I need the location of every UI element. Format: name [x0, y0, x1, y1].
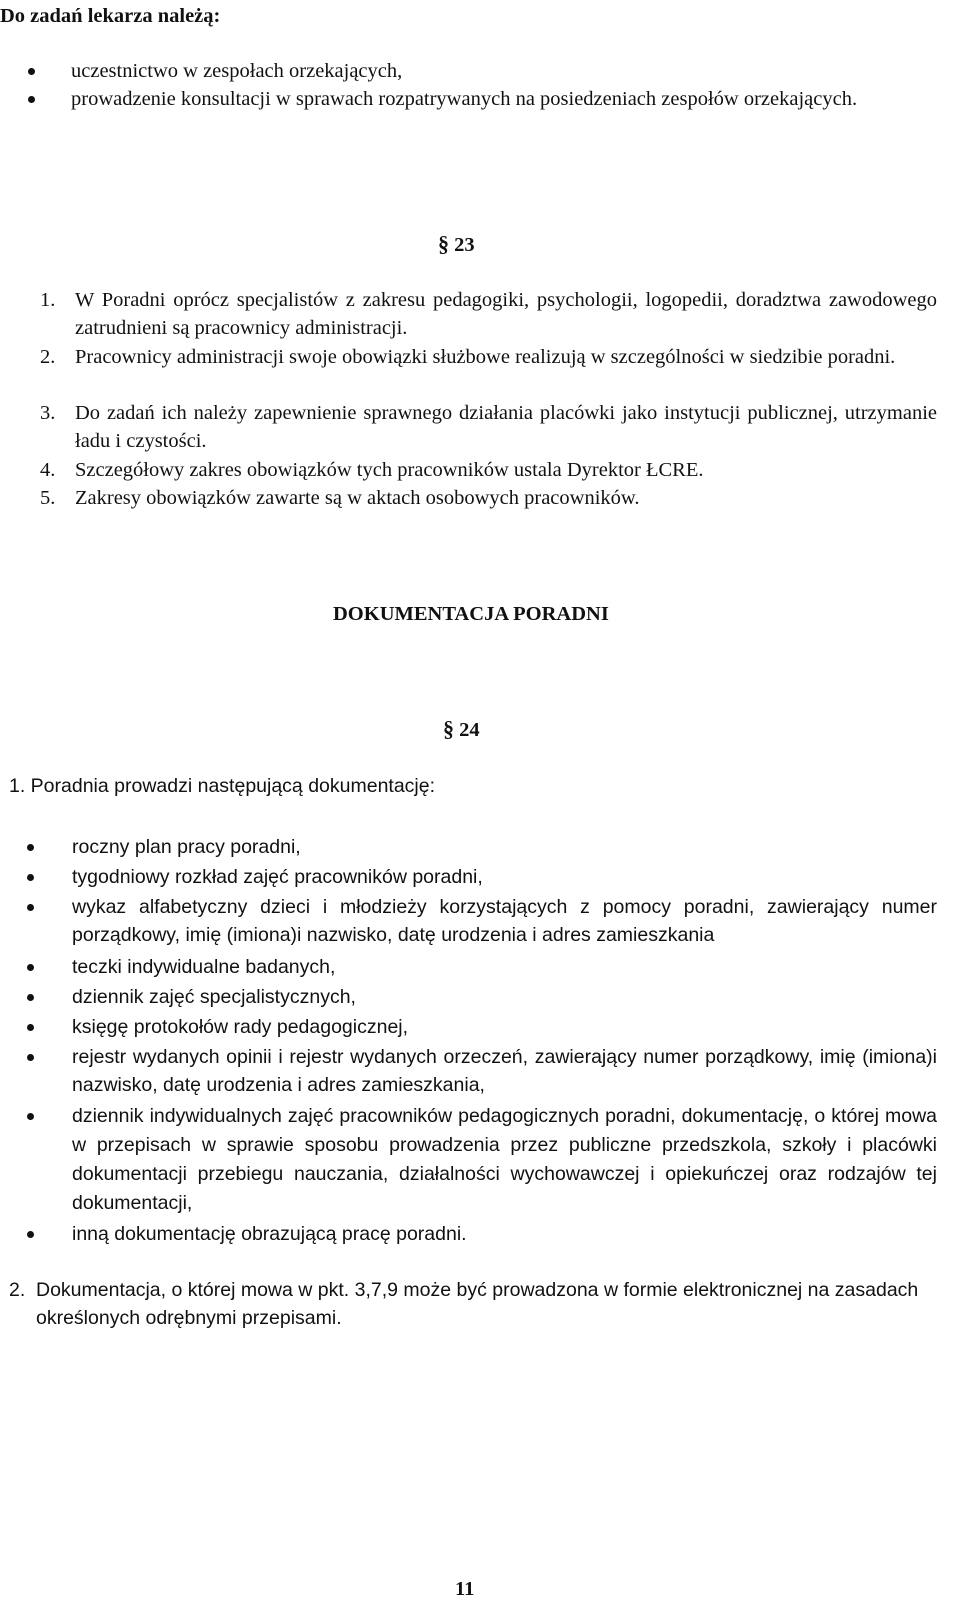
- list-item: wykaz alfabetyczny dzieci i młodzieży korzystających z pomocy poradni, zawierający numer porządkowy, imię (imiona)i nazwisko, datę urodzenia i adres zamieszkania: [27, 893, 937, 949]
- bullet-icon: [27, 904, 34, 911]
- bullet-icon: [27, 1231, 34, 1238]
- paragraph-marker: § 24: [443, 716, 480, 741]
- bullet-icon: [27, 1113, 34, 1120]
- bullet-icon: [28, 68, 35, 75]
- page-number: 11: [455, 1578, 475, 1600]
- list-item: tygodniowy rozkład zajęć pracowników poradni,: [27, 863, 937, 891]
- paragraph-marker: § 23: [438, 231, 475, 256]
- item-number: 1.: [40, 289, 56, 311]
- bullet-icon: [27, 964, 34, 971]
- bullet-icon: [27, 844, 34, 851]
- list-item: uczestnictwo w zespołach orzekających,: [28, 57, 936, 85]
- list-item: inną dokumentację obrazującą pracę poradni.: [27, 1220, 937, 1248]
- bullet-icon: [27, 1024, 34, 1031]
- list-item: dziennik indywidualnych zajęć pracowników pedagogicznych poradni, dokumentację, o której mowa w przepisach w sprawie sposobu prowadzenia przez publiczne przedszkola, szkoły i placówki dokumentacji przebiegu nauczania, działalności wychowawczej i opiekuńczej oraz rodzajów tej dokumentacji,: [27, 1102, 937, 1218]
- list-item: roczny plan pracy poradni,: [27, 833, 937, 861]
- item-number: 5.: [40, 487, 56, 509]
- section-title: DOKUMENTACJA PORADNI: [333, 603, 609, 625]
- bullet-icon: [27, 1054, 34, 1061]
- item-text: Zakresy obowiązków zawarte są w aktach osobowych pracowników.: [75, 487, 640, 509]
- bullet-icon: [27, 874, 34, 881]
- list-item: rejestr wydanych opinii i rejestr wydanych orzeczeń, zawierający numer porządkowy, imię (imiona)i nazwisko, datę urodzenia i adres zamieszkania,: [27, 1043, 937, 1099]
- item-number: 2.: [9, 1279, 26, 1301]
- item-text: W Poradni oprócz specjalistów z zakresu pedagogiki, psychologii, logopedii, doradztwa zawodowego zatrudnieni są pracownicy administracji.: [75, 289, 937, 339]
- item-text: Pracownicy administracji swoje obowiązki służbowe realizują w szczególności w siedzibie poradni.: [75, 346, 896, 368]
- item-text: Szczegółowy zakres obowiązków tych pracowników ustala Dyrektor ŁCRE.: [75, 459, 704, 481]
- bullet-icon: [27, 994, 34, 1001]
- bullet-icon: [28, 96, 35, 103]
- section-heading: Do zadań lekarza należą:: [0, 5, 221, 27]
- item-number: 3.: [40, 402, 56, 424]
- item-text: Do zadań ich należy zapewnienie sprawnego działania placówki jako instytucji publicznej, utrzymanie ładu i czystości.: [75, 402, 937, 452]
- documentation-intro: 1. Poradnia prowadzi następującą dokumentację:: [9, 775, 436, 797]
- item-number: 4.: [40, 459, 56, 481]
- list-item: prowadzenie konsultacji w sprawach rozpatrywanych na posiedzeniach zespołów orzekających.: [28, 85, 936, 113]
- item-text: Dokumentacja, o której mowa w pkt. 3,7,9 może być prowadzona w formie elektronicznej na zasadach określonych odrębnymi przepisami.: [36, 1279, 919, 1329]
- item-number: 2.: [40, 346, 56, 368]
- list-item: dziennik zajęć specjalistycznych,: [27, 983, 937, 1011]
- list-item: teczki indywidualne badanych,: [27, 953, 937, 981]
- list-item: księgę protokołów rady pedagogicznej,: [27, 1013, 937, 1041]
